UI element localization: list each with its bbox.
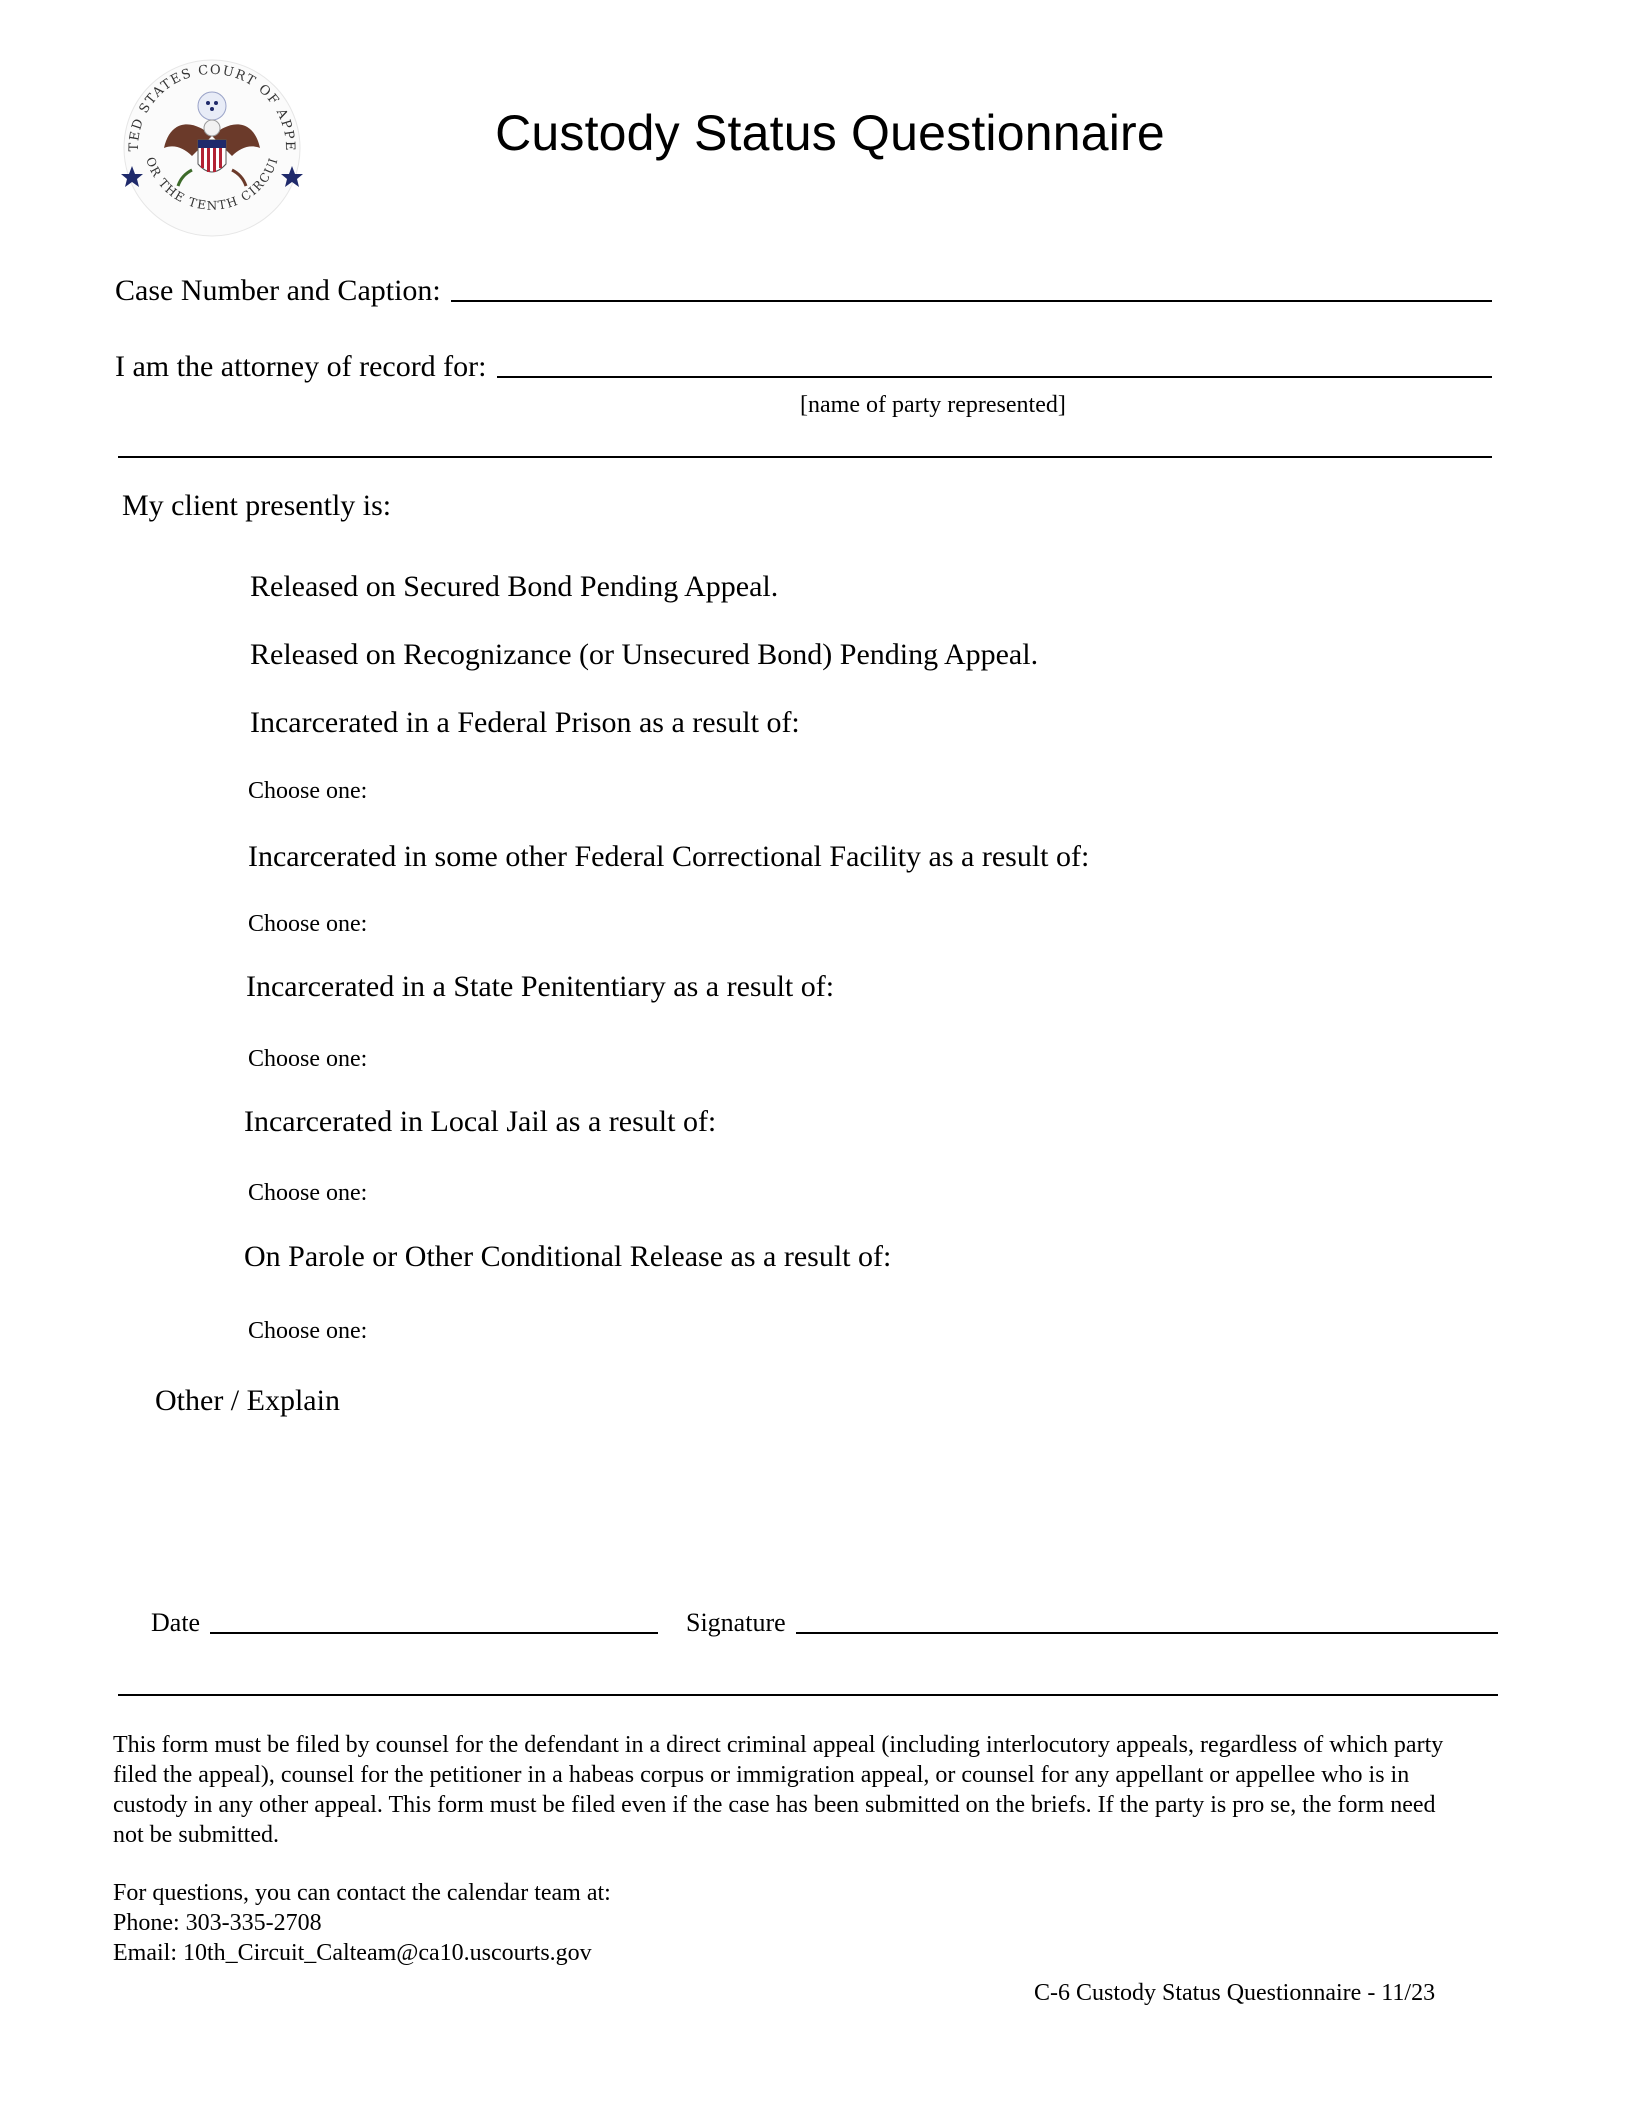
date-field [151,1608,658,1638]
option-other-explain[interactable]: Other / Explain [155,1384,340,1417]
court-seal [112,48,312,238]
attorney-hint: [name of party represented] [800,392,1066,418]
choose-one-parole[interactable]: Choose one: [248,1318,368,1344]
option-parole[interactable]: On Parole or Other Conditional Release as a result of: [244,1240,892,1273]
form-title: Custody Status Questionnaire [495,105,1165,161]
choose-one-local-jail[interactable]: Choose one: [248,1180,368,1206]
option-recognizance[interactable]: Released on Recognizance (or Unsecured Bond) Pending Appeal. [250,638,1039,671]
date-input-line[interactable] [210,1632,658,1634]
signature-field [686,1608,1498,1638]
option-federal-facility[interactable]: Incarcerated in some other Federal Correctional Facility as a result of: [248,840,1090,873]
option-secured-bond[interactable]: Released on Secured Bond Pending Appeal. [250,570,779,603]
filing-instructions: This form must be filed by counsel for the defendant in a direct criminal appeal (including interlocutory appeals, regardless of which party filed the appeal), counsel for the petitioner in a habeas corpus or immigration appeal, or counsel for any appellant or appellee who is in custody in any other appeal. This form must be filed even if the case has been submitted on the briefs. If the party is pro se, the form need not be submitted. [113,1732,1444,1848]
case-number-field [115,274,1492,308]
seal-text-top: TED STATES COURT OF APPE [126,62,298,153]
contact-phone: Phone: 303-335-2708 [113,1910,322,1936]
form-id: C-6 Custody Status Questionnaire - 11/23 [1034,1980,1436,2006]
attorney-label: I am the attorney of record for: [115,350,487,383]
choose-one-state-penitentiary[interactable]: Choose one: [248,1046,368,1072]
signature-label: Signature [686,1608,786,1637]
case-number-input-line[interactable] [451,300,1492,302]
seal-text-bottom: OR THE TENTH CIRCUI [143,155,281,213]
attorney-field [115,350,1492,384]
attorney-input-line[interactable] [497,376,1493,378]
option-state-penitentiary[interactable]: Incarcerated in a State Penitentiary as a result of: [246,970,835,1003]
client-status-heading: My client presently is: [122,489,392,522]
attorney-continuation-line[interactable] [118,456,1492,458]
contact-email: Email: 10th_Circuit_Calteam@ca10.uscourts.gov [113,1940,592,1966]
choose-one-federal-prison[interactable]: Choose one: [248,778,368,804]
case-number-label: Case Number and Caption: [115,274,441,307]
signature-input-line[interactable] [796,1632,1498,1634]
contact-intro: For questions, you can contact the calendar team at: [113,1880,611,1906]
option-federal-prison[interactable]: Incarcerated in a Federal Prison as a result of: [250,706,800,739]
section-divider [118,1694,1498,1696]
choose-one-federal-facility[interactable]: Choose one: [248,911,368,937]
option-local-jail[interactable]: Incarcerated in Local Jail as a result of: [244,1105,717,1138]
date-label: Date [151,1608,201,1637]
